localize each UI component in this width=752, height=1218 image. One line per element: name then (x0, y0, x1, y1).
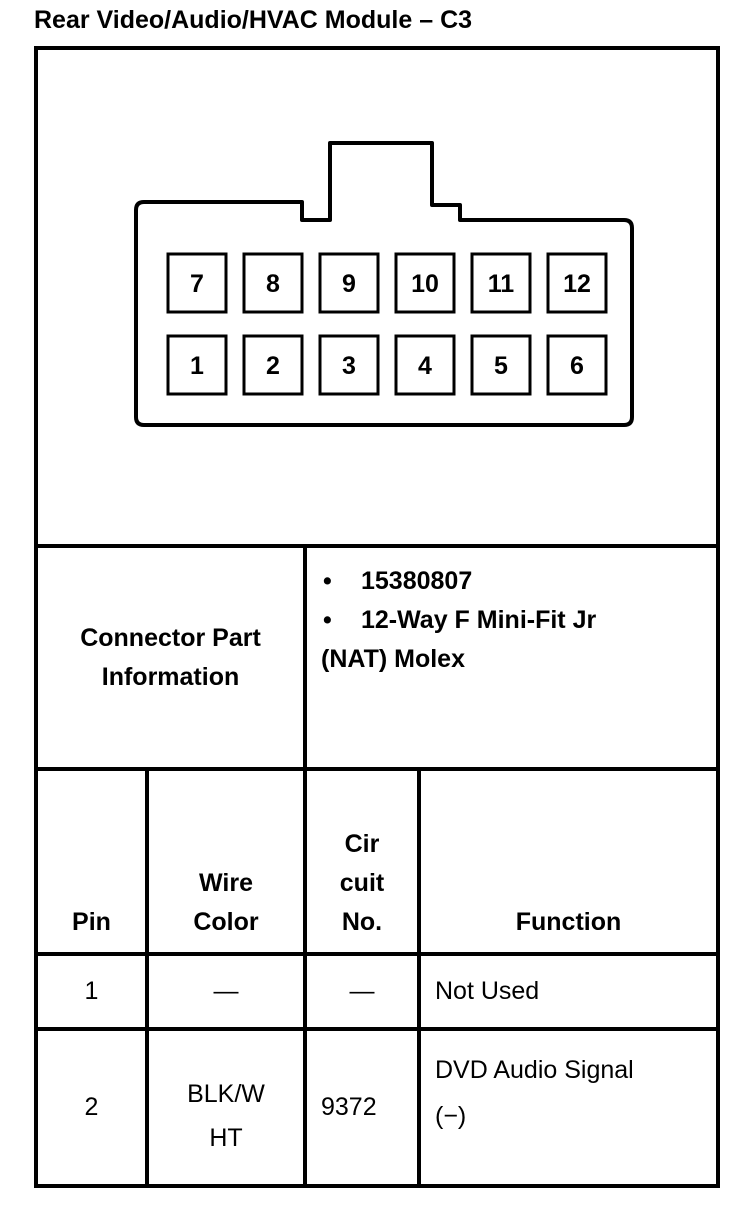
connector-description-continuation: (NAT) Molex (321, 645, 465, 673)
pin-number-label: 3 (342, 352, 356, 380)
pin-number-label: 11 (487, 270, 515, 298)
pin-number-label: 12 (563, 270, 591, 298)
header-wire-color-line: Wire (199, 869, 253, 897)
header-circuit-line: Cir (344, 830, 380, 858)
part-number: • 15380807 (321, 562, 596, 601)
table-cell-function (421, 1031, 716, 1184)
table-cell-circuit: — (349, 977, 375, 1005)
table-cell-circuit: 9372 (321, 1093, 377, 1121)
header-circuit-line: No. (341, 908, 383, 936)
connector-top-pin-row (168, 254, 606, 312)
connector-document-frame (34, 46, 720, 1188)
page-title: Rear Video/Audio/HVAC Module – C3 (34, 6, 473, 34)
connector-bottom-pin-row (168, 336, 606, 394)
connector-face-diagram (38, 50, 716, 544)
pin-number-label: 7 (190, 270, 204, 298)
table-cell-wire-color: — (213, 977, 239, 1005)
part-info-details (321, 562, 701, 762)
divider-line (34, 1184, 720, 1188)
header-function: Function (515, 908, 622, 936)
part-info-list (321, 562, 596, 640)
pin-number-label: 1 (190, 352, 204, 380)
pin-number-label: 8 (266, 270, 280, 298)
table-cell-wire-color (149, 1031, 303, 1184)
header-wire-color (149, 771, 303, 952)
header-circuit-line: cuit (339, 869, 385, 897)
table-cell-function: Not Used (435, 977, 540, 1005)
part-info-label-line: Connector Part (80, 623, 261, 652)
function-line: DVD Audio Signal (435, 1056, 634, 1084)
pin-number-label: 6 (570, 352, 584, 380)
connector-description: • 12-Way F Mini-Fit Jr (321, 601, 596, 640)
pin-number-label: 2 (266, 352, 280, 380)
table-cell-pin: 1 (84, 977, 99, 1005)
part-info-label (38, 548, 303, 767)
wire-color-line: HT (209, 1124, 243, 1152)
part-info-label-line: Information (101, 662, 240, 691)
pin-number-label: 5 (494, 352, 508, 380)
connector-face-svg (38, 50, 716, 544)
wire-color-line: BLK/W (187, 1080, 265, 1108)
connector-housing-outline (136, 143, 632, 425)
header-pin: Pin (72, 908, 111, 936)
header-wire-color-line: Color (193, 908, 259, 936)
pin-number-label: 10 (411, 270, 439, 298)
header-circuit-number (307, 771, 417, 952)
function-line: (−) (435, 1102, 467, 1130)
pin-number-label: 4 (418, 352, 432, 380)
pin-number-label: 9 (342, 270, 356, 298)
table-cell-pin: 2 (84, 1093, 99, 1121)
